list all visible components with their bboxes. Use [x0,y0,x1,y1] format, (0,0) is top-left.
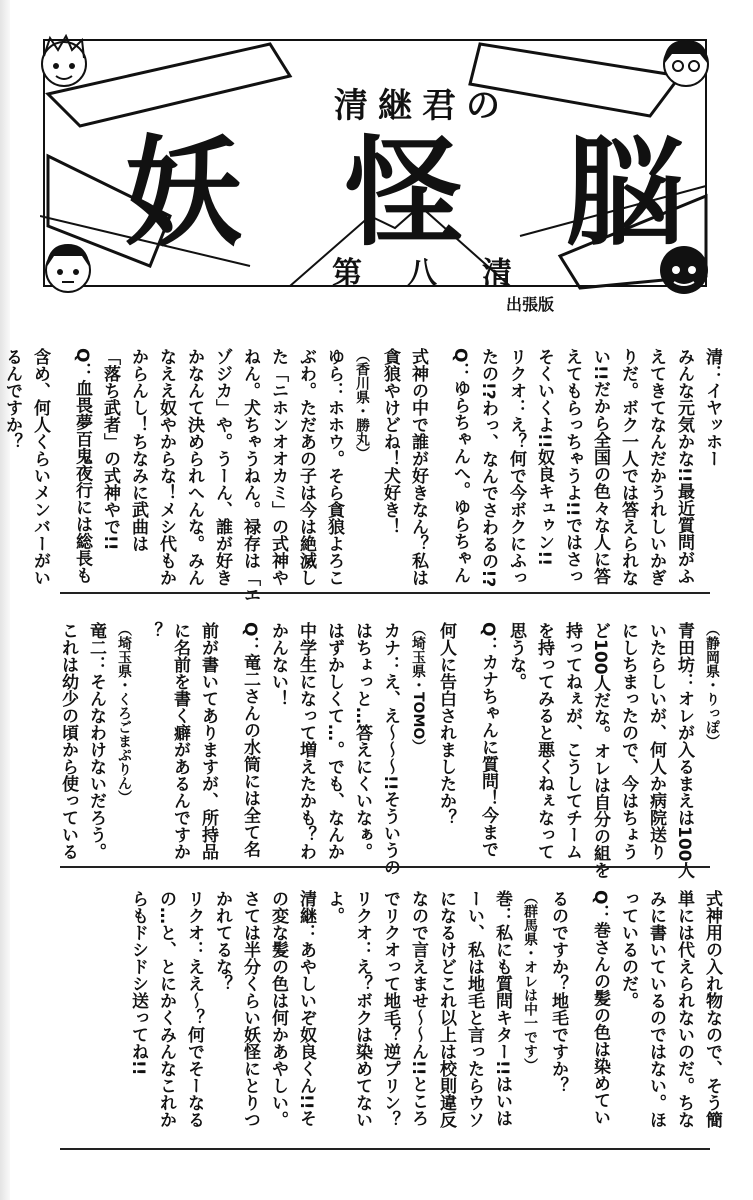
qa-line: りだ。ボク一人では答えられな [618,348,638,586]
banner-title-char: 怪 [344,123,463,262]
section-divider [60,592,710,594]
qa-line: かれてるな？ [212,890,232,992]
qa-line: たの!?わっ、なんでさわるの!? [478,348,498,588]
qa-line: リクオ：え？何で今ボクにふっ [506,348,526,586]
qa-line: ねん。犬ちゃうねん。禄存は「エ [240,348,260,603]
section-divider [60,1148,710,1150]
qa-line: これは幼少の頃から使っている [58,622,78,860]
banner-subtitle: 清継君の [334,86,510,126]
qa-line: ーい、私は地毛と言ったらウソ [464,890,484,1128]
qa-line: ぶわ。ただあの子は今は絶滅し [296,348,316,586]
qa-line: えてもらっちゃうよ!!ではさっ [562,348,582,585]
qa-line: でリクオって地毛？逆プリン？ [380,890,400,1128]
character-face-icon-bottom-left [38,238,98,298]
qa-line: Q：血畏夢百鬼夜行には総長も [72,348,92,584]
qa-line: からんし！ちなみに武曲は [128,348,148,552]
qa-sender: （埼玉県・TOMO） [410,622,426,754]
qa-line: るんですか？ [2,348,22,450]
title-banner [40,36,710,314]
character-face-icon-top-left [36,34,92,90]
qa-line: ゆら：ホホウ。そら貪狼よろこ [324,348,344,586]
qa-line: の変な髪の色は何かあやしい。 [268,890,288,1128]
qa-line: るのですか？地毛ですか？ [548,890,568,1094]
qa-line: 貪狼やけどね！犬好き！ [380,348,400,535]
qa-line: 清継：あやしいぞ奴良くん!!そ [296,890,316,1127]
qa-line: になるけどこれ以上は校則違反 [436,890,456,1128]
banner-title-char: 脳 [565,123,684,262]
episode-char: 八 [407,256,437,291]
edition-label: 出張版 [506,295,555,314]
episode-label [332,248,512,292]
qa-band-1 [2,348,726,603]
qa-line: カナ：え、え〜〜〜!!そういうの [380,622,400,876]
section-divider [60,866,710,868]
qa-line: Q：竜二さんの水筒には全て名 [240,622,260,858]
qa-band-2 [36,622,726,879]
qa-line: よ。 [324,890,344,924]
qa-line: リクオ：え？ボクは染めてない [352,890,372,1128]
qa-line: Q：カナちゃんに質問！今まで [478,622,498,858]
qa-line: ？ [142,622,162,639]
qa-line: ど100人だな。オレは自分の組を [590,622,610,879]
qa-line: なので言えませ〜〜ん!!ところ [408,890,428,1127]
qa-sender: （埼玉県・くろごまぷりん） [116,622,132,804]
qa-line: そくいくよ!!奴良キュゥン!! [534,348,554,567]
qa-line: っているのだ。 [618,890,638,1009]
qa-line: 「落ち武者」の式神やで!! [100,348,120,551]
qa-band-3 [36,890,726,1126]
qa-sender: （静岡県・りっぽ） [704,622,720,748]
qa-line: いたらしいが、何人か病院送り [646,622,666,860]
qa-line: 持ってねぇが、こうしてチーム [562,622,582,860]
qa-line: に名前を書く癖があるんですか [170,622,190,860]
qa-line: 清：イヤッホー [702,348,722,467]
qa-line: た「ニホンオオカミ」の式神や [268,348,288,586]
qa-line: を持ってみると悪くねぇなって [534,622,554,860]
qa-line: 何人に告白されましたか？ [436,622,456,826]
qa-line: リクオ：ええ〜？何でそーなる [184,890,204,1128]
qa-line: い!!だから全国の色々な人に答 [590,348,610,585]
qa-line: はずかしくて…。でも、なんか [324,622,344,860]
episode-char: 第 [332,256,362,291]
qa-line: 含め、何人くらいメンバーがい [30,348,50,586]
qa-line: かんない！ [268,622,288,707]
banner-title-char: 妖 [124,123,243,262]
qa-line: 青田坊：オレが入るまえは100人 [674,622,694,879]
qa-line: 巻：私にも質問キター!!はいは [492,890,512,1127]
qa-line: にしちまったので、今はちょう [618,622,638,860]
page-edge-shadow [0,0,10,1200]
character-face-icon-top-right [658,34,714,90]
qa-line: みんな元気かな!!最近質問がふ [674,348,694,585]
qa-line: らもドシドシ送ってね!! [128,890,148,1076]
qa-sender: （香川県・勝丸） [354,348,370,460]
qa-line: かなんて決められへんな。みん [184,348,204,586]
qa-line: ゾジカ」や。うーん、誰が好き [212,348,232,586]
episode-char: 清 [482,256,512,291]
qa-line: 思うな。 [506,622,526,690]
qa-line: の…と、とにかくみんなこれか [156,890,176,1128]
qa-line: Q：巻さんの髪の色は染めてい [590,890,610,1126]
qa-line: なええ奴やからな！メシ代もか [156,348,176,586]
qa-line: 式神の中で誰が好きなん？私は [408,348,428,586]
qa-line: Q：ゆらちゃんへ。ゆらちゃん [450,348,470,584]
qa-line: 中学生になって増えたかも？わ [296,622,316,860]
banner-title [124,123,684,262]
qa-line: えてきてなんだかうれしいかぎ [646,348,666,586]
qa-line: 式神用の入れ物なので、そう簡 [702,890,722,1128]
qa-line: 前が書いてありますが、所持品 [198,622,218,860]
qa-line: みに書いているのではない。ほ [646,890,666,1128]
qa-sender: （群馬県・オレは中一です） [522,890,538,1072]
qa-line: さては半分くらい妖怪にとりつ [240,890,260,1128]
qa-line: 竜二：そんなわけないだろう。 [86,622,106,860]
qa-line: はちょっと…答えにくいなぁ。 [352,622,372,860]
qa-line: 単には代えられないのだ。ちな [674,890,694,1128]
